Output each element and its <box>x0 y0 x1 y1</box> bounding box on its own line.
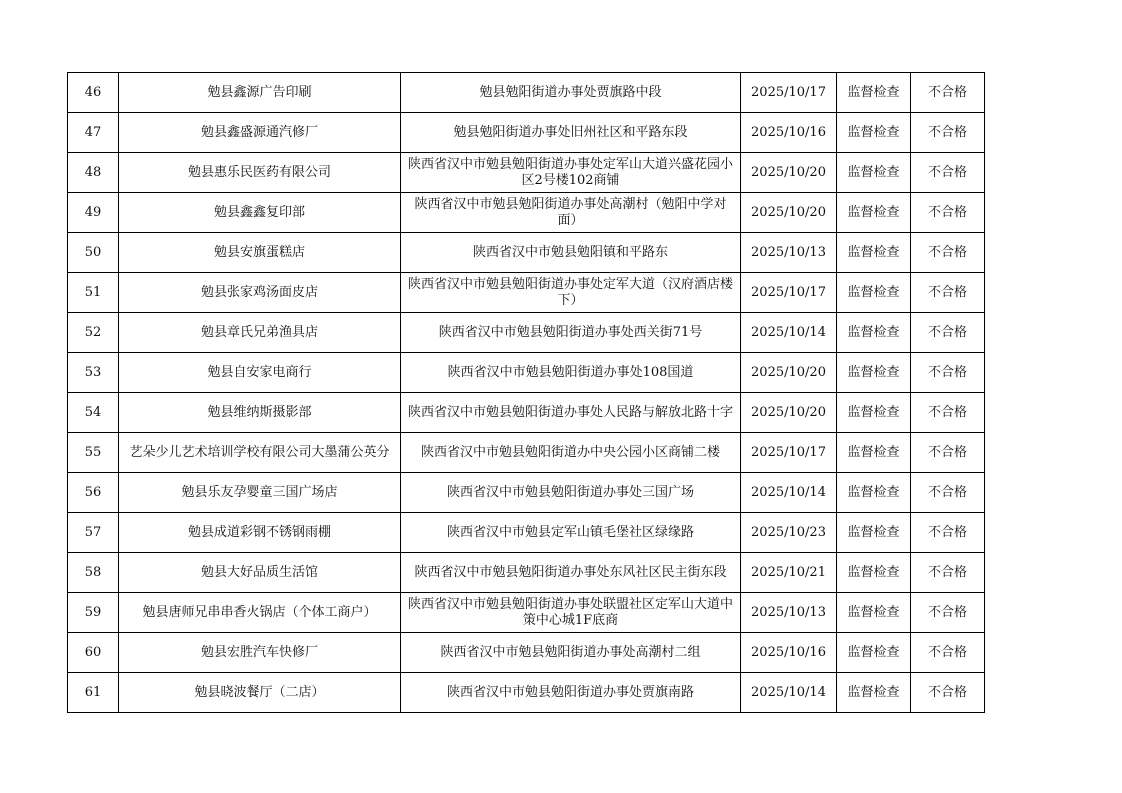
business-name-cell: 勉县乐友孕婴童三国广场店 <box>119 473 401 513</box>
business-name-cell: 艺朵少儿艺术培训学校有限公司大墨蒲公英分 <box>119 433 401 473</box>
inspection-result-cell: 不合格 <box>911 473 985 513</box>
table-row <box>68 113 985 153</box>
business-name-cell: 勉县宏胜汽车快修厂 <box>119 633 401 673</box>
inspection-type-cell: 监督检查 <box>837 393 911 433</box>
business-name-cell: 勉县鑫源广告印刷 <box>119 73 401 113</box>
row-number-cell: 50 <box>68 233 119 273</box>
address-cell: 陕西省汉中市勉县勉阳街道办事处人民路与解放北路十字 <box>401 393 741 433</box>
row-number-cell: 49 <box>68 193 119 233</box>
table-row <box>68 353 985 393</box>
inspection-result-cell: 不合格 <box>911 313 985 353</box>
inspection-type-cell: 监督检查 <box>837 113 911 153</box>
inspection-result-cell: 不合格 <box>911 113 985 153</box>
table-row <box>68 633 985 673</box>
table-row <box>68 193 985 233</box>
inspection-date-cell: 2025/10/21 <box>741 553 837 593</box>
address-cell: 陕西省汉中市勉县勉阳街道办事处西关街71号 <box>401 313 741 353</box>
inspection-date-cell: 2025/10/20 <box>741 353 837 393</box>
inspection-type-cell: 监督检查 <box>837 433 911 473</box>
row-number-cell: 60 <box>68 633 119 673</box>
table-row <box>68 513 985 553</box>
business-name-cell: 勉县维纳斯摄影部 <box>119 393 401 433</box>
business-name-cell: 勉县鑫盛源通汽修厂 <box>119 113 401 153</box>
address-cell: 陕西省汉中市勉县勉阳街道办事处高潮村二组 <box>401 633 741 673</box>
business-name-cell: 勉县鑫鑫复印部 <box>119 193 401 233</box>
row-number-cell: 61 <box>68 673 119 713</box>
table-row <box>68 393 985 433</box>
row-number-cell: 58 <box>68 553 119 593</box>
table-row <box>68 593 985 633</box>
table-row <box>68 73 985 113</box>
table-row <box>68 153 985 193</box>
inspection-type-cell: 监督检查 <box>837 473 911 513</box>
inspection-type-cell: 监督检查 <box>837 233 911 273</box>
inspection-date-cell: 2025/10/17 <box>741 433 837 473</box>
business-name-cell: 勉县章氏兄弟渔具店 <box>119 313 401 353</box>
inspection-date-cell: 2025/10/16 <box>741 633 837 673</box>
row-number-cell: 47 <box>68 113 119 153</box>
inspection-type-cell: 监督检查 <box>837 593 911 633</box>
inspection-result-cell: 不合格 <box>911 553 985 593</box>
table-body <box>68 73 985 713</box>
inspection-type-cell: 监督检查 <box>837 313 911 353</box>
row-number-cell: 54 <box>68 393 119 433</box>
inspection-result-cell: 不合格 <box>911 393 985 433</box>
row-number-cell: 53 <box>68 353 119 393</box>
table-row <box>68 473 985 513</box>
address-cell: 陕西省汉中市勉县勉阳街道办事处三国广场 <box>401 473 741 513</box>
address-cell: 陕西省汉中市勉县勉阳街道办事处贾旗南路 <box>401 673 741 713</box>
inspection-result-cell: 不合格 <box>911 673 985 713</box>
address-cell: 陕西省汉中市勉县勉阳街道办事处定军山大道兴盛花园小区2号楼102商铺 <box>401 153 741 193</box>
row-number-cell: 55 <box>68 433 119 473</box>
inspection-date-cell: 2025/10/14 <box>741 313 837 353</box>
inspection-type-cell: 监督检查 <box>837 353 911 393</box>
inspection-type-cell: 监督检查 <box>837 673 911 713</box>
row-number-cell: 56 <box>68 473 119 513</box>
inspection-results-table <box>67 72 985 713</box>
business-name-cell: 勉县张家鸡汤面皮店 <box>119 273 401 313</box>
business-name-cell: 勉县惠乐民医药有限公司 <box>119 153 401 193</box>
inspection-type-cell: 监督检查 <box>837 553 911 593</box>
inspection-result-cell: 不合格 <box>911 73 985 113</box>
table-row <box>68 273 985 313</box>
table-row <box>68 673 985 713</box>
inspection-type-cell: 监督检查 <box>837 153 911 193</box>
business-name-cell: 勉县成道彩钢不锈钢雨棚 <box>119 513 401 553</box>
business-name-cell: 勉县唐师兄串串香火锅店（个体工商户） <box>119 593 401 633</box>
inspection-date-cell: 2025/10/17 <box>741 73 837 113</box>
row-number-cell: 51 <box>68 273 119 313</box>
address-cell: 陕西省汉中市勉县勉阳街道办事处108国道 <box>401 353 741 393</box>
inspection-date-cell: 2025/10/20 <box>741 393 837 433</box>
inspection-date-cell: 2025/10/20 <box>741 153 837 193</box>
address-cell: 陕西省汉中市勉县勉阳镇和平路东 <box>401 233 741 273</box>
inspection-result-cell: 不合格 <box>911 233 985 273</box>
inspection-type-cell: 监督检查 <box>837 633 911 673</box>
inspection-result-cell: 不合格 <box>911 513 985 553</box>
inspection-date-cell: 2025/10/20 <box>741 193 837 233</box>
table-row <box>68 313 985 353</box>
inspection-result-cell: 不合格 <box>911 633 985 673</box>
address-cell: 勉县勉阳街道办事处旧州社区和平路东段 <box>401 113 741 153</box>
table-row <box>68 233 985 273</box>
inspection-result-cell: 不合格 <box>911 273 985 313</box>
inspection-result-cell: 不合格 <box>911 433 985 473</box>
business-name-cell: 勉县安旗蛋糕店 <box>119 233 401 273</box>
inspection-result-cell: 不合格 <box>911 193 985 233</box>
inspection-result-cell: 不合格 <box>911 353 985 393</box>
inspection-type-cell: 监督检查 <box>837 73 911 113</box>
inspection-type-cell: 监督检查 <box>837 273 911 313</box>
business-name-cell: 勉县晓波餐厅（二店） <box>119 673 401 713</box>
address-cell: 勉县勉阳街道办事处贾旗路中段 <box>401 73 741 113</box>
table-row <box>68 553 985 593</box>
inspection-result-cell: 不合格 <box>911 153 985 193</box>
inspection-date-cell: 2025/10/14 <box>741 473 837 513</box>
address-cell: 陕西省汉中市勉县勉阳街道办事处东风社区民主街东段 <box>401 553 741 593</box>
row-number-cell: 48 <box>68 153 119 193</box>
row-number-cell: 46 <box>68 73 119 113</box>
business-name-cell: 勉县自安家电商行 <box>119 353 401 393</box>
inspection-date-cell: 2025/10/17 <box>741 273 837 313</box>
row-number-cell: 52 <box>68 313 119 353</box>
inspection-result-cell: 不合格 <box>911 593 985 633</box>
address-cell: 陕西省汉中市勉县勉阳街道办事处高潮村（勉阳中学对面） <box>401 193 741 233</box>
inspection-type-cell: 监督检查 <box>837 513 911 553</box>
address-cell: 陕西省汉中市勉县勉阳街道办事处定军大道（汉府酒店楼下） <box>401 273 741 313</box>
inspection-type-cell: 监督检查 <box>837 193 911 233</box>
inspection-date-cell: 2025/10/16 <box>741 113 837 153</box>
inspection-date-cell: 2025/10/23 <box>741 513 837 553</box>
row-number-cell: 59 <box>68 593 119 633</box>
business-name-cell: 勉县大好品质生活馆 <box>119 553 401 593</box>
row-number-cell: 57 <box>68 513 119 553</box>
address-cell: 陕西省汉中市勉县勉阳街道办中央公园小区商铺二楼 <box>401 433 741 473</box>
inspection-date-cell: 2025/10/13 <box>741 593 837 633</box>
inspection-date-cell: 2025/10/13 <box>741 233 837 273</box>
address-cell: 陕西省汉中市勉县定军山镇毛堡社区绿缘路 <box>401 513 741 553</box>
table-row <box>68 433 985 473</box>
address-cell: 陕西省汉中市勉县勉阳街道办事处联盟社区定军山大道中策中心城1F底商 <box>401 593 741 633</box>
inspection-date-cell: 2025/10/14 <box>741 673 837 713</box>
